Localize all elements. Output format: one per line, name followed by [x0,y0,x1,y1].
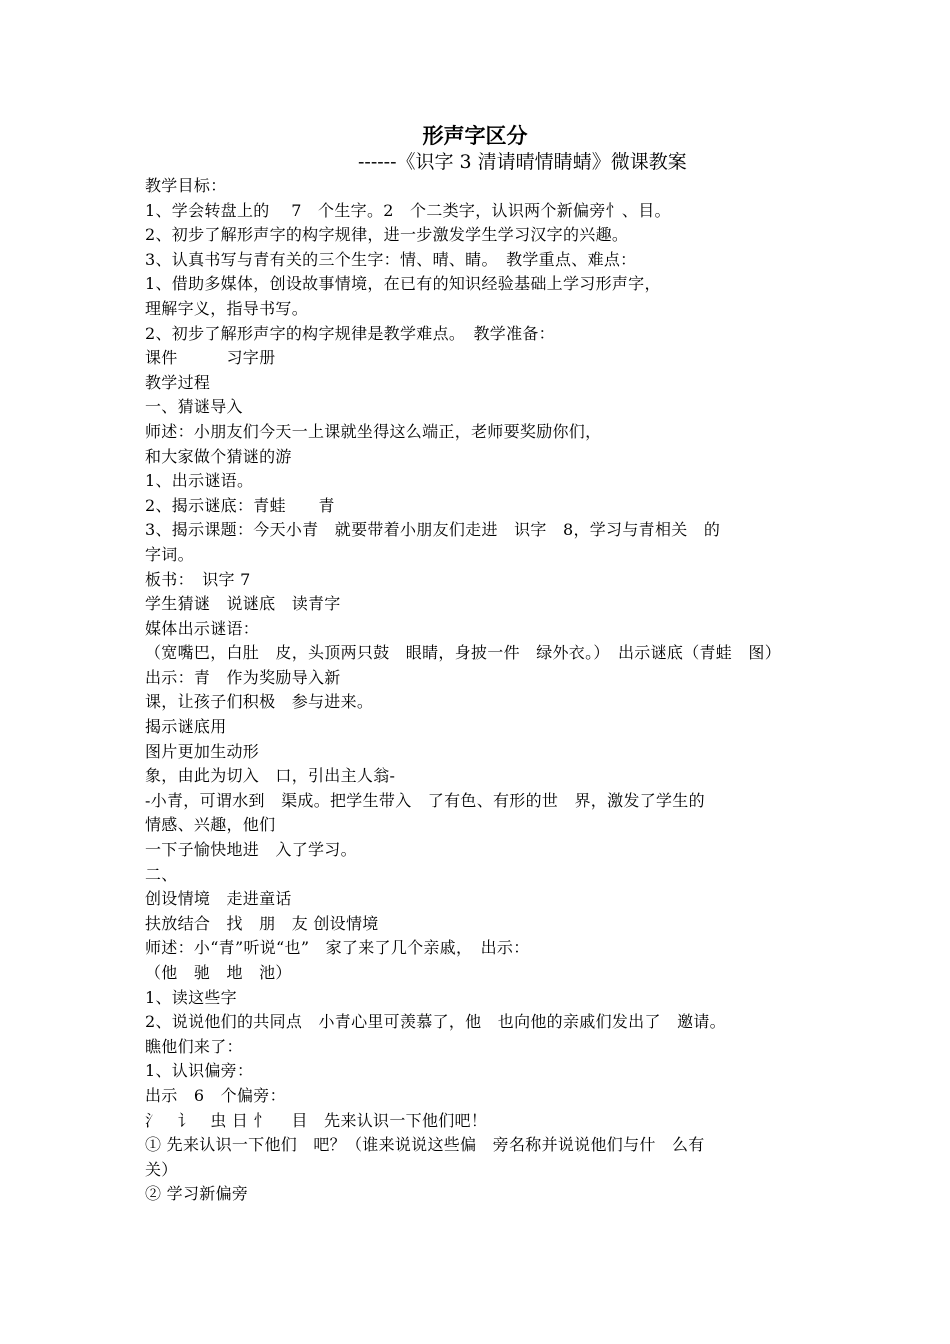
text-line: 媒体出示谜语： [145,618,260,638]
text-line: 2、初步了解形声字的构字规律是教学难点。 教学准备： [145,323,555,343]
text-line: 二、 [145,864,178,884]
text-line: 师述：小朋友们今天一上课就坐得这么端正，老师要奖励你们， [145,421,602,441]
text-line: 3、认真书写与青有关的三个生字：情、晴、睛。 教学重点、难点： [145,249,637,269]
text-line: 学生猜谜 说谜底 读青字 [145,594,341,614]
text-line: 3、揭示课题：今天小青 就要带着小朋友们走进 识字 8，学习与青相关 的 [145,520,721,540]
text-line: 瞧他们来了： [145,1036,243,1056]
text-line: （宽嘴巴，白肚 皮，头顶两只鼓 眼睛，身披一件 绿外衣。） 出示谜底（青蛙 图） [145,643,782,663]
text-line: 2、说说他们的共同点 小青心里可羡慕了，他 也向他的亲戚们发出了 邀请。 [145,1012,726,1032]
text-line: 理解字义，指导书写。 [145,298,309,318]
text-line: 图片更加生动形 [145,741,260,761]
text-line: 关） [145,1159,178,1179]
text-line: 板书： 识字 7 [145,569,251,589]
text-line: 教学过程 [145,372,211,392]
text-line: 创设情境 走进童话 [145,889,292,909]
document-subtitle: ------《识字 3 清请晴情睛蜻》微课教案 [358,151,687,173]
text-line: 揭示谜底用 [145,717,227,737]
text-line: 2、初步了解形声字的构字规律，进一步激发学生学习汉字的兴趣。 [145,225,629,245]
text-line: 情感、兴趣，他们 [145,815,276,835]
text-line: 课，让孩子们积极 参与进来。 [145,692,374,712]
text-line: 出示：青 作为奖励导入新 [145,667,341,687]
text-line: 2、揭示谜底：青蛙 青 [145,495,335,515]
text-line: 扶放结合 找 朋 友 创设情境 [145,913,379,933]
text-line: 和大家做个猜谜的游 [145,446,292,466]
text-line: 1、学会转盘上的 7 个生字。2 个二类字，认识两个新偏旁忄、目。 [145,200,671,220]
text-line: 氵 讠 虫 日 忄 目 先来认识一下他们吧！ [145,1110,488,1130]
document-title: 形声字区分 [422,123,528,148]
text-line: ② 学习新偏旁 [145,1184,249,1204]
text-line: 字词。 [145,544,194,564]
text-line: 出示 6 个偏旁： [145,1085,286,1105]
text-line: 1、认识偏旁： [145,1061,254,1081]
text-line: （他 驰 地 池） [145,963,292,982]
text-line: 象，由此为切入 口，引出主人翁- [145,766,396,786]
document-body [145,174,825,1207]
text-line: 一、猜谜导入 [145,397,243,417]
text-line: 1、读这些字 [145,987,237,1007]
text-line: 教学目标： [145,176,227,195]
text-line: -小青，可谓水到 渠成。把学生带入 了有色、有形的世 界，激发了学生的 [145,790,705,810]
text-line: ① 先来认识一下他们 吧？（谁来说说这些偏 旁名称并说说他们与什 么有 [145,1135,705,1155]
text-line: 1、出示谜语。 [145,471,254,491]
text-line: 师述：小“青”听说“也” 家了来了几个亲戚， 出示： [145,938,530,958]
text-line: 一下子愉快地进 入了学习。 [145,840,357,860]
text-line: 1、借助多媒体，创设故事情境，在已有的知识经验基础上学习形声字， [145,274,661,294]
text-line: 课件 习字册 [145,348,276,368]
